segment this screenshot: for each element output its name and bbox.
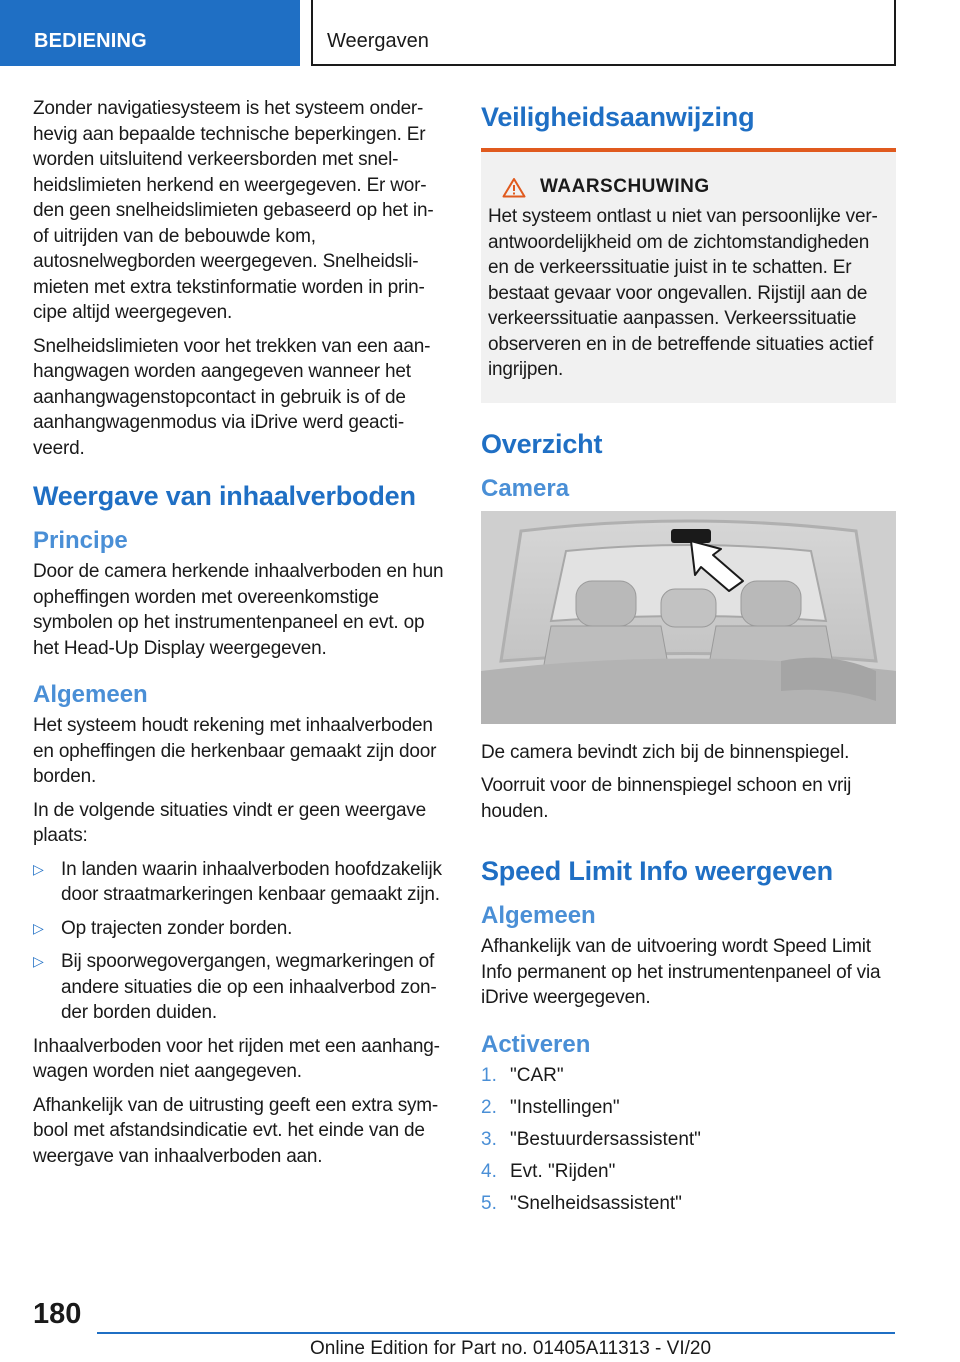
sli-algemeen-heading: Algemeen	[481, 902, 596, 929]
principe-text: Door de camera herkende inhaalverboden en hun opheffingen worden met overeenkomstige symbolen op het instrumentenpaneel en evt. op het Head-Up Display weergegeven.	[33, 561, 444, 659]
step-item	[481, 1127, 896, 1152]
warning-triangle-icon	[502, 177, 526, 198]
step-text: "Bestuurdersassistent"	[510, 1128, 701, 1150]
chapter-box	[311, 0, 896, 66]
list-item-text: Op trajecten zonder borden.	[61, 917, 293, 939]
algemeen-text: In de volgende situaties vindt er geen weergave plaats:	[33, 799, 427, 846]
algemeen-heading: Algemeen	[33, 681, 148, 708]
step-text: Evt. "Rijden"	[510, 1160, 616, 1182]
speed-limit-info-title: Speed Limit Info weergeven	[481, 856, 833, 886]
step-text: "Instellingen"	[510, 1096, 620, 1118]
camera-clean-text: Voorruit voor de binnenspiegel schoon en vrij houden.	[481, 775, 852, 822]
car-interior-camera-image	[481, 511, 896, 724]
step-number: 4.	[481, 1160, 497, 1182]
list-item	[33, 857, 448, 908]
algemeen-text: Het systeem houdt rekening met inhaalverboden en opheffingen die herkenbaar gemaakt zijn door borden.	[33, 715, 437, 787]
intro-paragraph: Snelheidslimieten voor het trekken van een aan-hangwagen worden aangegeven wanneer het aanhangwagenstopcontact in gebruik is of de aanhangwagenmodus via iDrive werd geacti-veerd.	[33, 335, 431, 459]
step-item	[481, 1095, 896, 1120]
section-title-overtaking: Weergave van inhaalverboden	[33, 481, 416, 511]
sli-algemeen-text: Afhankelijk van de uitvoering wordt Speed Limit Info permanent op het instrumentenpaneel of via iDrive weergegeven.	[481, 936, 881, 1008]
section-tab	[0, 0, 300, 66]
no-display-list	[33, 857, 448, 1026]
step-item	[481, 1063, 896, 1088]
triangle-bullet-icon: ▷	[33, 953, 44, 969]
step-number: 2.	[481, 1096, 497, 1118]
overview-title: Overzicht	[481, 428, 603, 459]
list-item	[33, 916, 448, 942]
right-column	[481, 96, 896, 1223]
warning-box	[481, 148, 896, 403]
step-text: "Snelheidsassistent"	[510, 1192, 682, 1214]
chapter-label: Weergaven	[327, 30, 429, 52]
triangle-bullet-icon: ▷	[33, 860, 44, 877]
step-item	[481, 1159, 896, 1184]
outro-paragraph: Afhankelijk van de uitrusting geeft een extra sym-bool met afstandsindicatie evt. het einde van de weergave van inhaalverboden aan.	[33, 1094, 439, 1167]
left-column	[33, 96, 448, 1177]
activation-steps	[481, 1063, 896, 1216]
intro-paragraph: Zonder navigatiesysteem is het systeem onder-hevig aan bepaalde technische beperkingen. Er worden uitsluitend verkeersborden met snel-heidslimieten herkend en weergegeven. Er wor-den geen snelheidslimieten gebaseerd op het in- of uitrijden van de bebouwde kom, autosnelwegborden weergegeven. Snelheidsli-mieten met extra tekstinformatie worden in prin-cipe altijd weergegeven.	[33, 98, 434, 323]
page-number: 180	[33, 1298, 82, 1330]
triangle-bullet-icon: ▷	[33, 919, 44, 936]
section-label: BEDIENING	[34, 30, 147, 52]
step-number: 1.	[481, 1064, 497, 1086]
step-number: 5.	[481, 1192, 497, 1214]
activeren-heading: Activeren	[481, 1030, 591, 1058]
footer-edition: Online Edition for Part no. 01405A11313 - VI/20	[310, 1338, 712, 1359]
step-item	[481, 1191, 896, 1216]
list-item-text: Bij spoorwegovergangen, wegmarkeringen of andere situaties die op een inhaalverbod zon-der borden duiden.	[61, 951, 437, 1023]
safety-title: Veiligheidsaanwijzing	[481, 102, 755, 132]
warning-title: WAARSCHUWING	[540, 176, 710, 197]
outro-paragraph: Inhaalverboden voor het rijden met een aanhang-wagen worden niet aangegeven.	[33, 1035, 440, 1082]
camera-location-text: De camera bevindt zich bij de binnenspiegel.	[481, 741, 850, 763]
step-number: 3.	[481, 1128, 497, 1150]
principe-heading: Principe	[33, 527, 128, 554]
footer-divider	[97, 1332, 895, 1334]
warning-text: Het systeem ontlast u niet van persoonlijke ver-antwoordelijkheid om de zichtomstandigheden en de verkeerssituatie juist in te schatten. Er bestaat gevaar voor ongevallen. Rijstijl aan de verkeerssituatie aanpassen. Verkeerssituatie observeren en in de betreffende situaties actief ingrijpen.	[488, 206, 878, 380]
list-item-text: In landen waarin inhaalverboden hoofdzakelijk door straatmarkeringen kenbaar gemaakt zijn.	[61, 858, 442, 905]
list-item	[33, 949, 448, 1026]
warning-header	[488, 176, 888, 198]
camera-heading: Camera	[481, 474, 570, 502]
step-text: "CAR"	[510, 1064, 564, 1086]
